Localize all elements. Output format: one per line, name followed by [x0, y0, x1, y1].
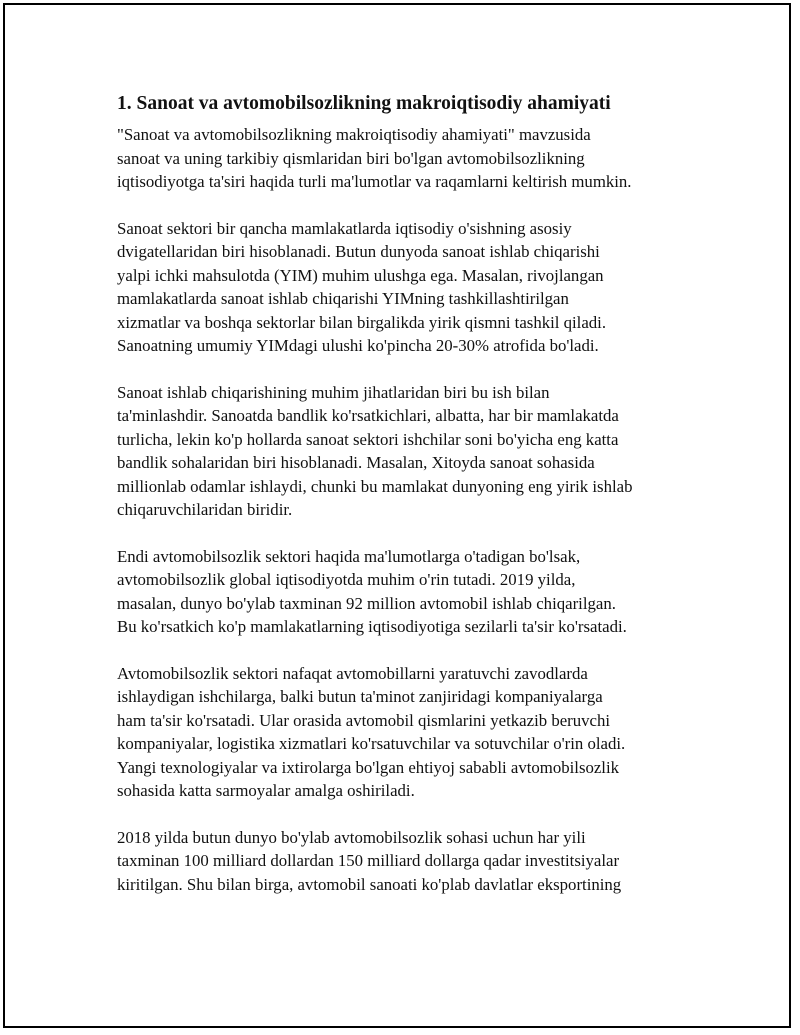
paragraph-6	[117, 826, 697, 897]
paragraph-3	[117, 381, 697, 522]
text-line: kiritilgan. Shu bilan birga, avtomobil sanoati ko'plab davlatlar eksportining	[117, 874, 622, 894]
section-heading: 1. Sanoat va avtomobilsozlikning makroiqtisodiy ahamiyati	[117, 93, 611, 114]
text-line: Sanoat ishlab chiqarishining muhim jihatlaridan biri bu ish bilan	[117, 382, 550, 402]
paragraph-1	[117, 123, 697, 194]
text-line: 2018 yilda butun dunyo bo'ylab avtomobilsozlik sohasi uchun har yili	[117, 827, 586, 847]
text-line: sohasida katta sarmoyalar amalga oshiriladi.	[117, 781, 415, 800]
text-line: iqtisodiyotga ta'siri haqida turli ma'lumotlar va raqamlarni keltirish mumkin.	[117, 172, 632, 191]
text-line: Endi avtomobilsozlik sektori haqida ma'lumotlarga o'tadigan bo'lsak,	[117, 546, 581, 566]
text-line: chiqaruvchilaridan biridir.	[117, 500, 293, 519]
text-line: dvigatellaridan biri hisoblanadi. Butun dunyoda sanoat ishlab chiqarishi	[117, 242, 600, 261]
text-line: taxminan 100 milliard dollardan 150 milliard dollarga qadar investitsiyalar	[117, 851, 620, 870]
text-line: sanoat va uning tarkibiy qismlaridan biri bo'lgan avtomobilsozlikning	[117, 148, 585, 168]
text-line: kompaniyalar, logistika xizmatlari ko'rsatuvchilar va sotuvchilar o'rin oladi.	[117, 734, 626, 753]
text-line: ham ta'sir ko'rsatadi. Ular orasida avtomobil qismlarini yetkazib beruvchi	[117, 710, 611, 730]
text-line: ishlaydigan ishchilarga, balki butun ta'minot zanjiridagi kompaniyalarga	[117, 687, 603, 706]
text-line: masalan, dunyo bo'ylab taxminan 92 million avtomobil ishlab chiqarilgan.	[117, 593, 616, 613]
text-line: Yangi texnologiyalar va ixtirolarga bo'lgan ehtiyoj sababli avtomobilsozlik	[117, 757, 620, 777]
text-line: mamlakatlarda sanoat ishlab chiqarishi YIMning tashkillashtirilgan	[117, 289, 569, 308]
paragraph-5	[117, 662, 697, 803]
text-line: Avtomobilsozlik sektori nafaqat avtomobillarni yaratuvchi zavodlarda	[117, 663, 588, 683]
paragraph-2	[117, 217, 697, 358]
text-line: turlicha, lekin ko'p hollarda sanoat sektori ishchilar soni bo'yicha eng katta	[117, 429, 619, 449]
text-line: ta'minlashdir. Sanoatda bandlik ko'rsatkichlari, albatta, har bir mamlakatda	[117, 406, 619, 425]
text-line: millionlab odamlar ishlaydi, chunki bu mamlakat dunyoning eng yirik ishlab	[117, 476, 633, 496]
text-line: Sanoatning umumiy YIMdagi ulushi ko'pincha 20-30% atrofida bo'ladi.	[117, 336, 599, 355]
paragraph-4	[117, 545, 697, 639]
text-line: bandlik sohalaridan biri hisoblanadi. Masalan, Xitoyda sanoat sohasida	[117, 453, 595, 472]
document-body	[117, 92, 697, 919]
text-line: "Sanoat va avtomobilsozlikning makroiqtisodiy ahamiyati" mavzusida	[117, 125, 591, 144]
text-line: Sanoat sektori bir qancha mamlakatlarda iqtisodiy o'sishning asosiy	[117, 218, 572, 238]
text-line: xizmatlar va boshqa sektorlar bilan birgalikda yirik qismni tashkil qiladi.	[117, 312, 607, 332]
text-line: Bu ko'rsatkich ko'p mamlakatlarning iqtisodiyotiga sezilarli ta'sir ko'rsatadi.	[117, 617, 627, 636]
text-line: yalpi ichki mahsulotda (YIM) muhim ulushga ega. Masalan, rivojlangan	[117, 265, 604, 285]
text-line: avtomobilsozlik global iqtisodiyotda muhim o'rin tutadi. 2019 yilda,	[117, 570, 576, 589]
